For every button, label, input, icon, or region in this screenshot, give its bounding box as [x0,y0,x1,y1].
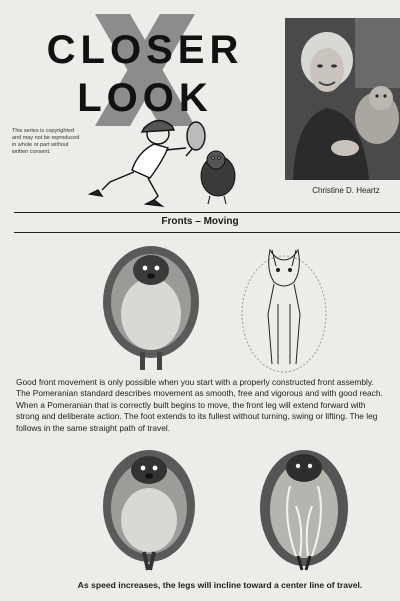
logo-word-look: LOOK [77,76,213,120]
movement-description-paragraph: Good front movement is only possible when you start with a properly constructed front assembly. The Pomeranian standard describes movement as smooth, free and vigorous and with good reach. When a Pomeranian that is correctly built begins to move, the front leg will extend forward with strong and deliberate action. The foot extends to its fullest without turning, swing or lifting. The leg follows in the same straight path of travel. [16,377,383,433]
section-divider-top [14,212,400,213]
pomeranian-front-outline-figure [234,244,334,374]
copyright-notice: This series is copyrighted and may not be reproduced in whole or part without written consent. [12,128,80,155]
pomeranian-front-standing-figure [96,240,206,376]
author-caption: Christine D. Heartz [312,186,380,195]
section-title: Fronts – Moving [161,216,239,227]
pomeranian-front-moving-figure [96,444,202,574]
logo-word-closer: CLOSER [46,28,244,72]
bottom-caption: As speed increases, the legs will incline toward a center line of travel. [77,580,363,590]
closer-look-logo [10,14,280,126]
pomeranian-front-moving-skeleton-figure [256,446,352,574]
section-divider-bottom [14,232,400,233]
detective-cartoon-illustration [58,112,248,212]
author-photo [285,18,400,180]
